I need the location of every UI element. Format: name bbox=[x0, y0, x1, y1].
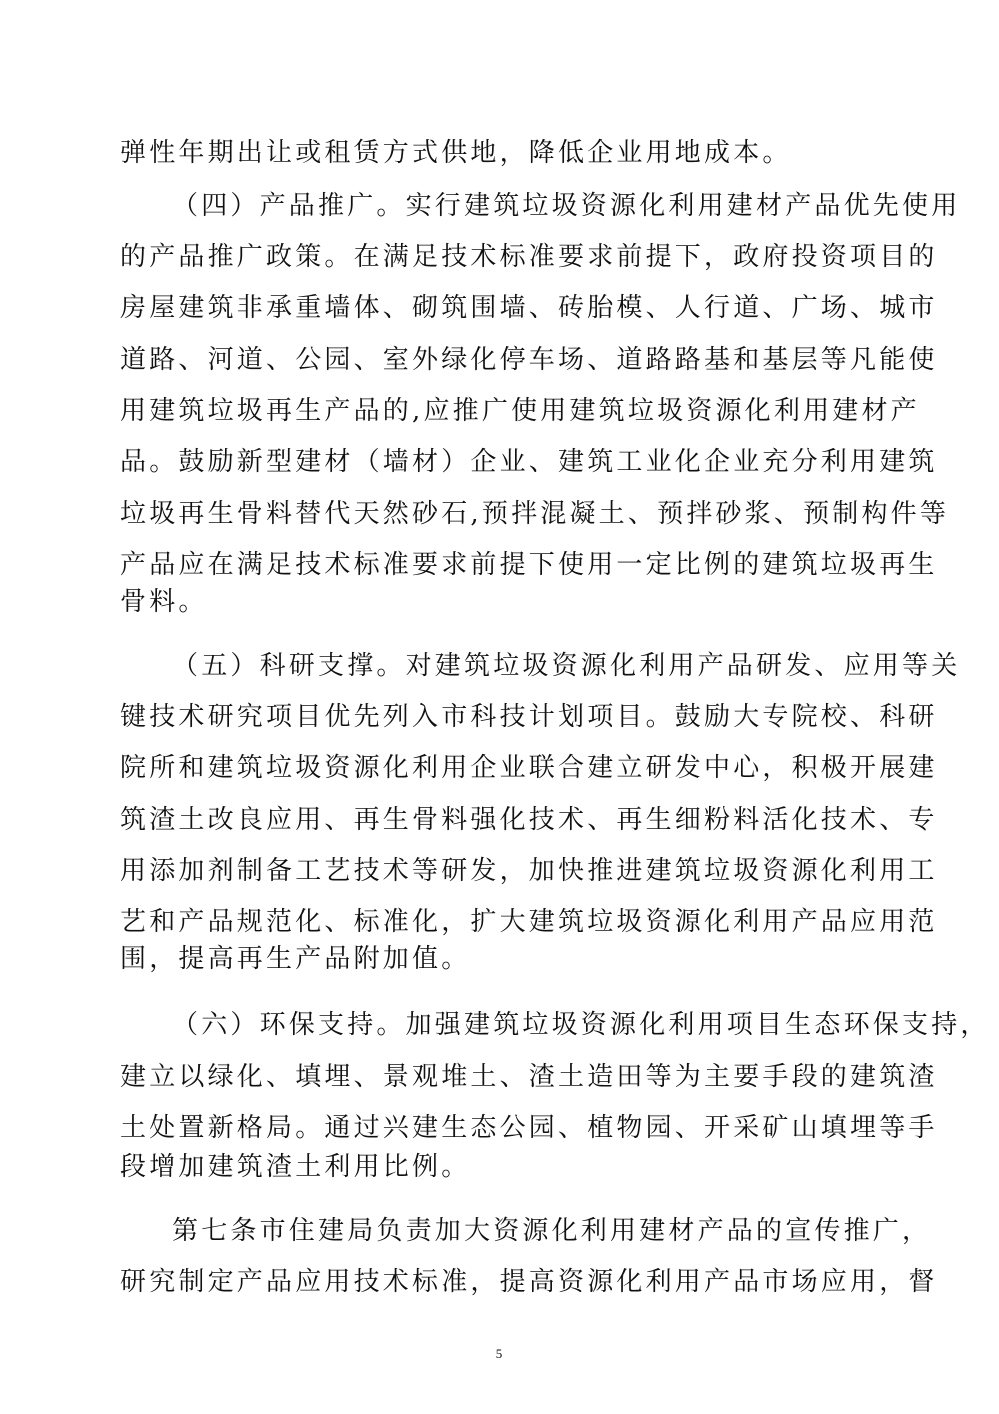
text-line: 研究制定产品应用技术标准，提高资源化利用产品市场应用，督 bbox=[120, 1267, 938, 1297]
text-line: 骨料。 bbox=[120, 587, 208, 617]
page-number: 5 bbox=[495, 1346, 503, 1361]
text-line: 土处置新格局。通过兴建生态公园、植物园、开采矿山填埋等手 bbox=[120, 1113, 938, 1143]
text-line: 围，提高再生产品附加值。 bbox=[120, 944, 471, 974]
text-line: 段增加建筑渣土利用比例。 bbox=[120, 1152, 471, 1182]
paragraph-4-heading-line: （四）产品推广。实行建筑垃圾资源化利用建材产品优先使用 bbox=[172, 191, 961, 221]
text-line: 房屋建筑非承重墙体、砌筑围墙、砖胎模、人行道、广场、城市 bbox=[120, 293, 938, 323]
text-line: 用添加剂制备工艺技术等研发，加快推进建筑垃圾资源化利用工 bbox=[120, 856, 938, 886]
text-line: 垃圾再生骨料替代天然砂石,预拌混凝土、预拌砂浆、预制构件等 bbox=[120, 499, 950, 529]
text-line: 艺和产品规范化、标准化，扩大建筑垃圾资源化利用产品应用范 bbox=[120, 907, 938, 937]
paragraph-5-heading-line: （五）科研支撑。对建筑垃圾资源化利用产品研发、应用等关 bbox=[172, 651, 961, 681]
text-line: 道路、河道、公园、室外绿化停车场、道路路基和基层等凡能使 bbox=[120, 345, 938, 375]
paragraph-6-heading-line: （六）环保支持。加强建筑垃圾资源化利用项目生态环保支持， bbox=[172, 1010, 990, 1040]
article-7-heading-line: 第七条市住建局负责加大资源化利用建材产品的宣传推广， bbox=[172, 1216, 932, 1246]
text-line: 键技术研究项目优先列入市科技计划项目。鼓励大专院校、科研 bbox=[120, 702, 938, 732]
text-line: 产品应在满足技术标准要求前提下使用一定比例的建筑垃圾再生 bbox=[120, 550, 938, 580]
text-line: 的产品推广政策。在满足技术标准要求前提下，政府投资项目的 bbox=[120, 242, 938, 272]
text-line: 建立以绿化、填埋、景观堆土、渣土造田等为主要手段的建筑渣 bbox=[120, 1062, 938, 1092]
text-line: 院所和建筑垃圾资源化利用企业联合建立研发中心，积极开展建 bbox=[120, 753, 938, 783]
text-line: 筑渣土改良应用、再生骨料强化技术、再生细粉料活化技术、专 bbox=[120, 805, 938, 835]
text-line: 弹性年期出让或租赁方式供地，降低企业用地成本。 bbox=[120, 138, 792, 168]
text-line: 品。鼓励新型建材（墙材）企业、建筑工业化企业充分利用建筑 bbox=[120, 447, 938, 477]
text-line: 用建筑垃圾再生产品的,应推广使用建筑垃圾资源化利用建材产 bbox=[120, 396, 920, 426]
